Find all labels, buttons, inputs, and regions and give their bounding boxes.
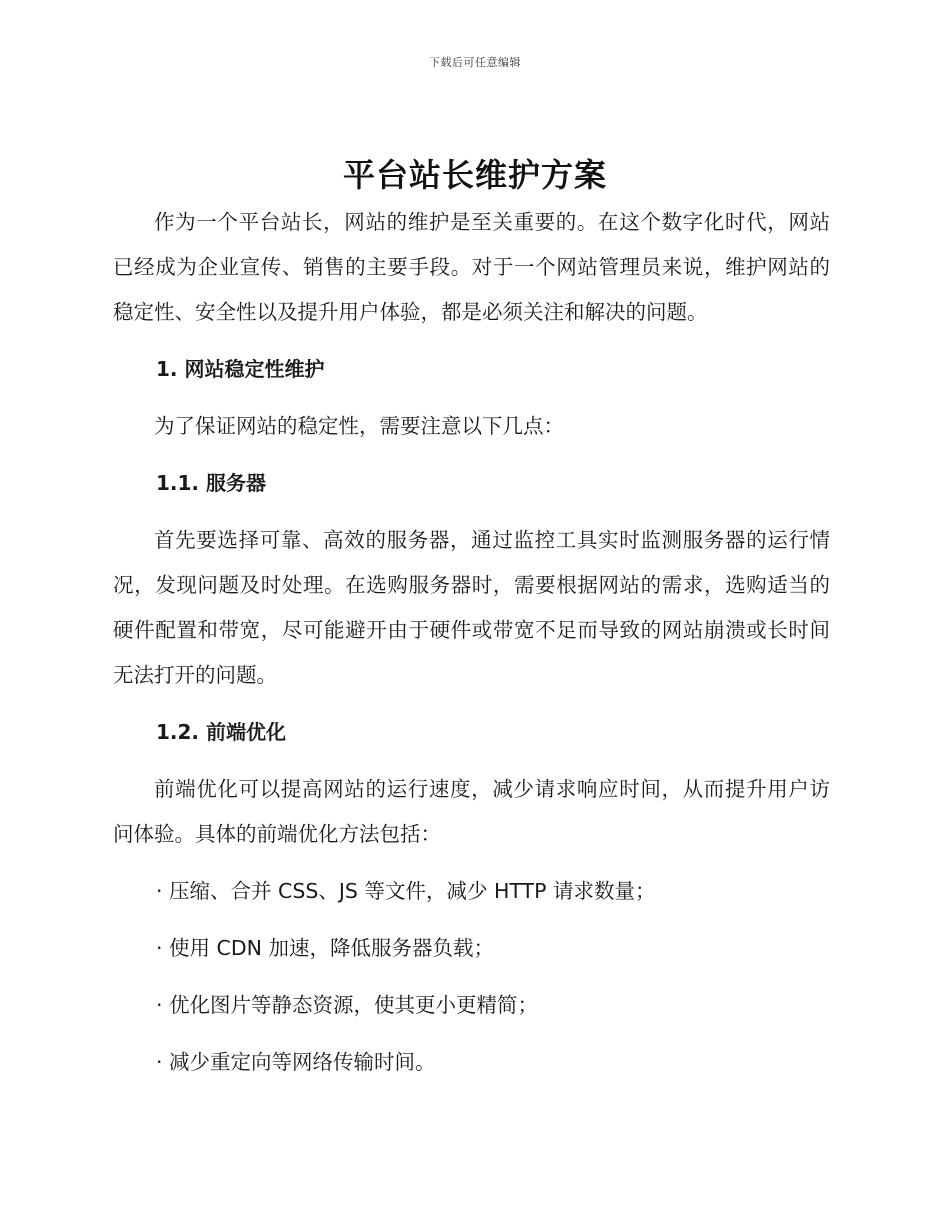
section-heading-1-2: 1.2. 前端优化: [156, 720, 286, 744]
section-1-1-paragraph: 首先要选择可靠、高效的服务器，通过监控工具实时监测服务器的运行情况，发现问题及时处理。在选购服务器时，需要根据网站的需求，选购适当的硬件配置和带宽，尽可能避开由于硬件或带宽不足而导致的网站崩溃或长时间无法打开的问题。: [113, 528, 830, 687]
bullet-item: · 减少重定向等网络传输时间。: [156, 1050, 436, 1074]
document-body: [113, 200, 830, 1097]
section-heading-1: 1. 网站稳定性维护: [156, 357, 325, 381]
header-note: 下载后可任意编辑: [429, 56, 521, 69]
bullet-item: · 使用 CDN 加速，降低服务器负载；: [156, 936, 494, 960]
section-heading-1-1: 1.1. 服务器: [156, 471, 266, 495]
section-1-lead: 为了保证网站的稳定性，需要注意以下几点：: [154, 414, 564, 438]
section-1-2-paragraph: 前端优化可以提高网站的运行速度，减少请求响应时间，从而提升用户访问体验。具体的前端优化方法包括：: [113, 777, 830, 846]
intro-paragraph: 作为一个平台站长，网站的维护是至关重要的。在这个数字化时代，网站已经成为企业宣传、销售的主要手段。对于一个网站管理员来说，维护网站的稳定性、安全性以及提升用户体验，都是必须关注和解决的问题。: [113, 210, 830, 324]
page-title: 平台站长维护方案: [342, 156, 607, 194]
bullet-item: · 优化图片等静态资源，使其更小更精简；: [156, 993, 539, 1017]
bullet-item: · 压缩、合并 CSS、JS 等文件，减少 HTTP 请求数量；: [156, 879, 656, 903]
